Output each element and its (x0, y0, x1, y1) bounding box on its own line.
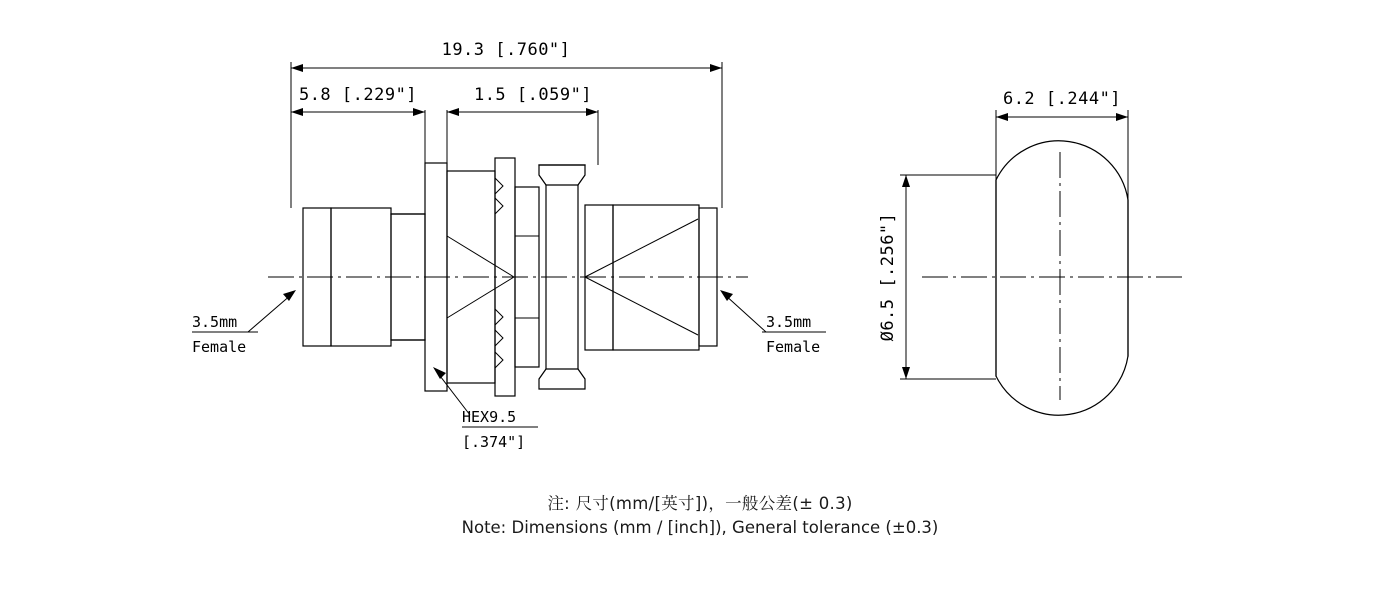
leader-right-connector-line1: 3.5mm (766, 313, 812, 331)
notes-block (0, 492, 1400, 540)
leader-hex-line2: [.374"] (462, 433, 526, 451)
dim-panel-thickness (447, 85, 598, 171)
side-view (192, 40, 826, 451)
dim-overall-length (291, 40, 722, 208)
dim-flat-width-label: 6.2 [.244"] (1002, 89, 1122, 109)
leader-right-connector (720, 290, 826, 356)
end-view-profile (996, 141, 1128, 415)
note-chinese: 注: 尺寸(mm/[英寸])，一般公差(± 0.3) (547, 494, 853, 513)
leader-hex (433, 367, 538, 451)
note-english: Note: Dimensions (mm / [inch]), General tolerance (±0.3) (461, 518, 939, 537)
leader-left-connector-line1: 3.5mm (192, 313, 238, 331)
end-view (878, 89, 1182, 415)
dim-flat-width (996, 89, 1128, 202)
leader-right-connector-line2: Female (766, 338, 821, 356)
leader-left-connector (192, 290, 296, 356)
dim-overall-length-label: 19.3 [.760"] (441, 40, 571, 60)
leader-left-connector-line2: Female (192, 338, 247, 356)
dim-diameter-label: Ø6.5 [.256"] (878, 212, 898, 342)
leader-hex-line1: HEX9.5 (462, 408, 517, 426)
dim-panel-thickness-label: 1.5 [.059"] (473, 85, 593, 105)
dim-female-end-length-label: 5.8 [.229"] (298, 85, 418, 105)
dim-female-end-length (291, 85, 425, 208)
